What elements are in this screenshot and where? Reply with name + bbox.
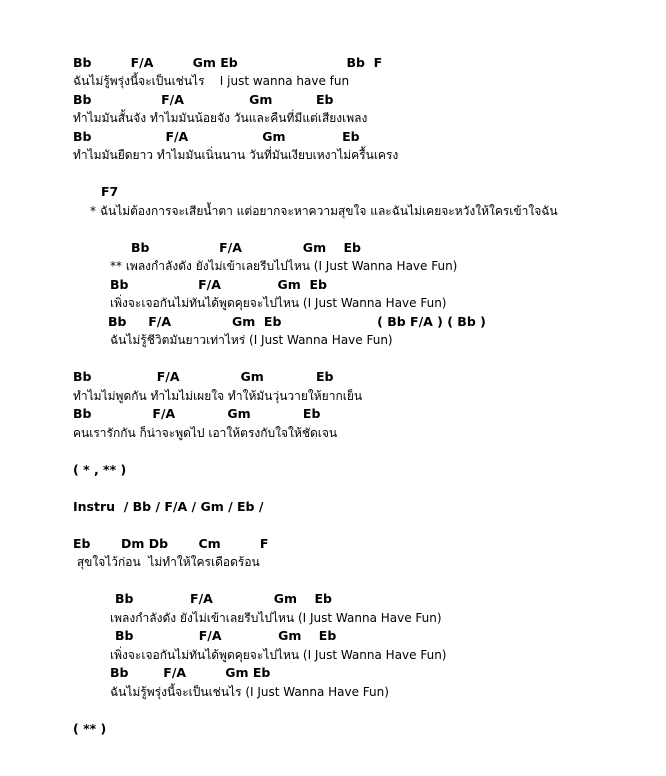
section-marker: ( ** ) (73, 721, 107, 736)
chord-line: Bb F/A Gm Eb (115, 591, 332, 606)
lyric-line: สุขใจไว้ก่อน ไม่ทำให้ใครเดือดร้อน (73, 555, 260, 569)
lyric-line: ฉันไม่รู้พรุ่งนี้จะเป็นเช่นไร I just wanna have fun (73, 74, 350, 88)
chord-line: Bb F/A Gm Eb (110, 277, 327, 292)
lyric-line: ฉันไม่รู้พรุ่งนี้จะเป็นเช่นไร (I Just Wanna Have Fun) (110, 685, 389, 699)
lyric-line: ทำไมมันยืดยาว ทำไมมันเนิ่นนาน วันที่มันเงียบเหงาไม่ครื้นเครง (73, 148, 399, 162)
chord-line: Bb F/A Gm Eb (110, 665, 271, 680)
lyric-line: เพิ่งจะเจอกันไม่ทันได้พูดคุยจะไปไหน (I Just Wanna Have Fun) (110, 296, 447, 310)
chord-line: F7 (101, 184, 119, 199)
lyric-line: ทำไมมันสั้นจัง ทำไมมันน้อยจัง วันและคืนที่มีแต่เสียงเพลง (73, 111, 368, 125)
chord-line: Eb Dm Db Cm F (73, 536, 269, 551)
chord-line: Bb F/A Gm Eb (73, 406, 321, 421)
lyric-line: ทำไมไม่พูดกัน ทำไมไม่เผยใจ ทำให้มันวุ่นวายให้ยากเย็น (73, 389, 363, 403)
chord-line: Bb F/A Gm Eb ( Bb F/A ) ( Bb ) (108, 314, 486, 329)
lyric-line: คนเรารักกัน ก็น่าจะพูดไป เอาให้ตรงกับใจให้ชัดเจน (73, 426, 338, 440)
lyric-line: ฉันไม่รู้ชีวิตมันยาวเท่าไหร่ (I Just Wanna Have Fun) (110, 333, 393, 347)
lyric-line: เพิ่งจะเจอกันไม่ทันได้พูดคุยจะไปไหน (I Just Wanna Have Fun) (110, 648, 447, 662)
chord-line: Bb F/A Gm Eb (73, 369, 334, 384)
lyric-line: * ฉันไม่ต้องการจะเสียน้ำตา แต่อยากจะหาความสุขใจ และฉันไม่เคยจะหวังให้ใครเข้าใจฉัน (90, 204, 558, 218)
chord-line: Bb F/A Gm Eb (115, 628, 337, 643)
chord-line: Bb F/A Gm Eb Bb F (73, 55, 383, 70)
chord-line: Bb F/A Gm Eb (73, 129, 360, 144)
section-marker: ( * , ** ) (73, 462, 127, 477)
lyric-line: เพลงกำลังดัง ยังไม่เข้าเลยรีบไปไหน (I Just Wanna Have Fun) (110, 611, 442, 625)
lyric-line: ** เพลงกำลังดัง ยังไม่เข้าเลยรีบไปไหน (I Just Wanna Have Fun) (110, 259, 458, 273)
chord-line: Bb F/A Gm Eb (73, 92, 334, 107)
chord-line: Bb F/A Gm Eb (131, 240, 361, 255)
instrumental-line: Instru / Bb / F/A / Gm / Eb / (73, 499, 264, 514)
